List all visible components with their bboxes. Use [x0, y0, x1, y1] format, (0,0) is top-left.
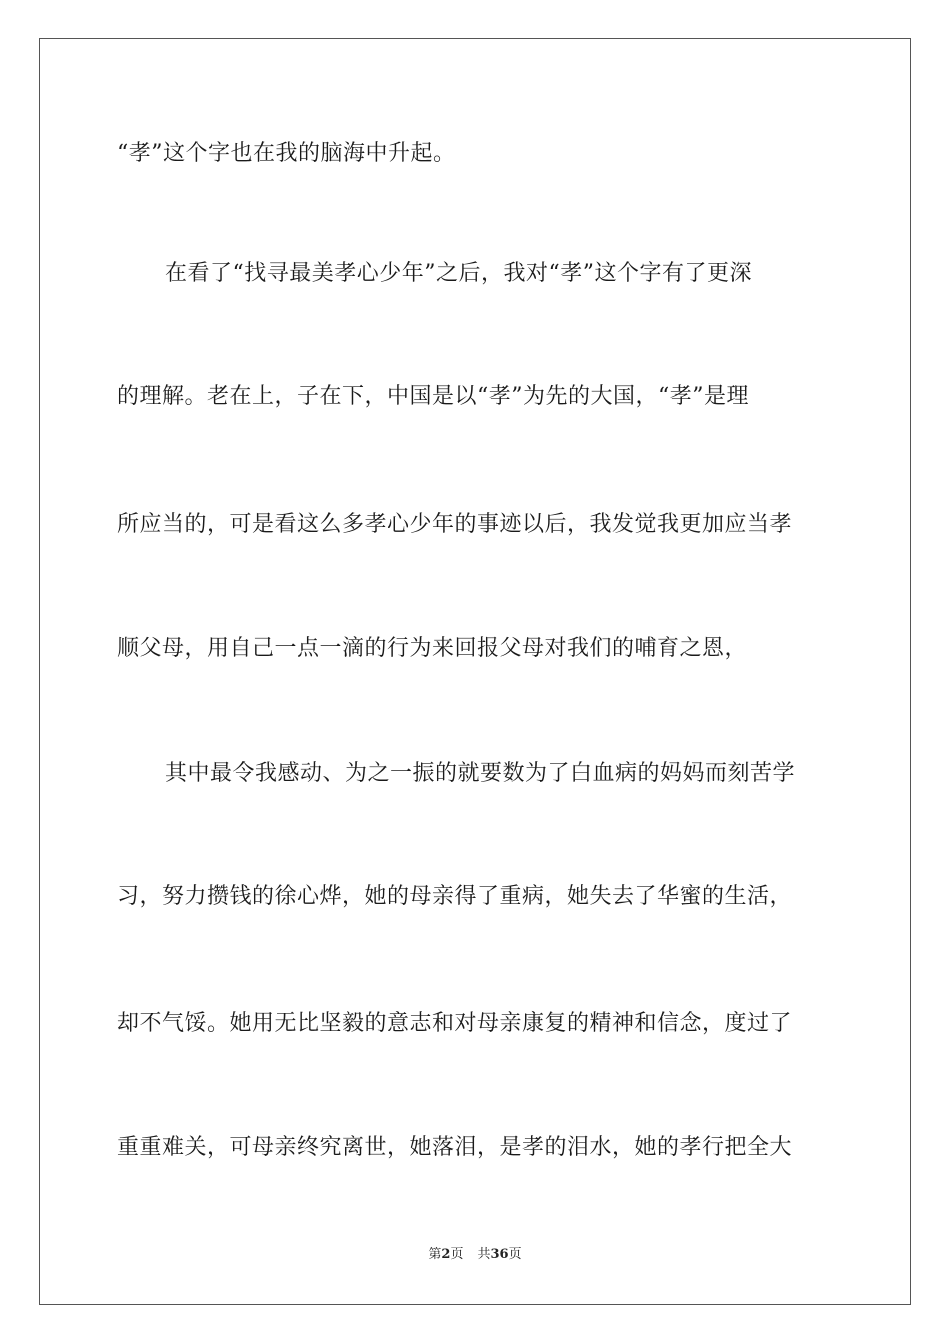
- text-line: 重重难关，可母亲终究离世，她落泪，是孝的泪水，她的孝行把全大: [117, 1135, 793, 1160]
- page-number: 2: [441, 1247, 451, 1262]
- page-suffix: 页: [450, 1247, 464, 1262]
- total-suffix: 页: [508, 1247, 522, 1262]
- text-line: “孝”这个字也在我的脑海中升起。: [117, 141, 456, 166]
- total-pages: 36: [490, 1247, 509, 1262]
- page-prefix: 第: [428, 1247, 442, 1262]
- paragraph-start-line: 在看了“找寻最美孝心少年”之后，我对“孝”这个字有了更深: [165, 261, 752, 286]
- text-line: 所应当的，可是看这么多孝心少年的事迹以后，我发觉我更加应当孝: [117, 512, 793, 537]
- page-footer: [0, 1246, 950, 1264]
- text-line: 顺父母，用自己一点一滴的行为来回报父母对我们的哺育之恩，: [117, 636, 748, 661]
- text-line: 习，努力攒钱的徐心烨，她的母亲得了重病，她失去了华蜜的生活，: [117, 884, 793, 909]
- total-prefix: 共: [477, 1247, 491, 1262]
- paragraph-start-line: 其中最令我感动、为之一振的就要数为了白血病的妈妈而刻苦学: [165, 761, 796, 786]
- text-line: 的理解。老在上，子在下，中国是以“孝”为先的大国，“孝”是理: [117, 384, 749, 409]
- text-line: 却不气馁。她用无比坚毅的意志和对母亲康复的精神和信念，度过了: [117, 1011, 793, 1036]
- page-border: [39, 38, 911, 1305]
